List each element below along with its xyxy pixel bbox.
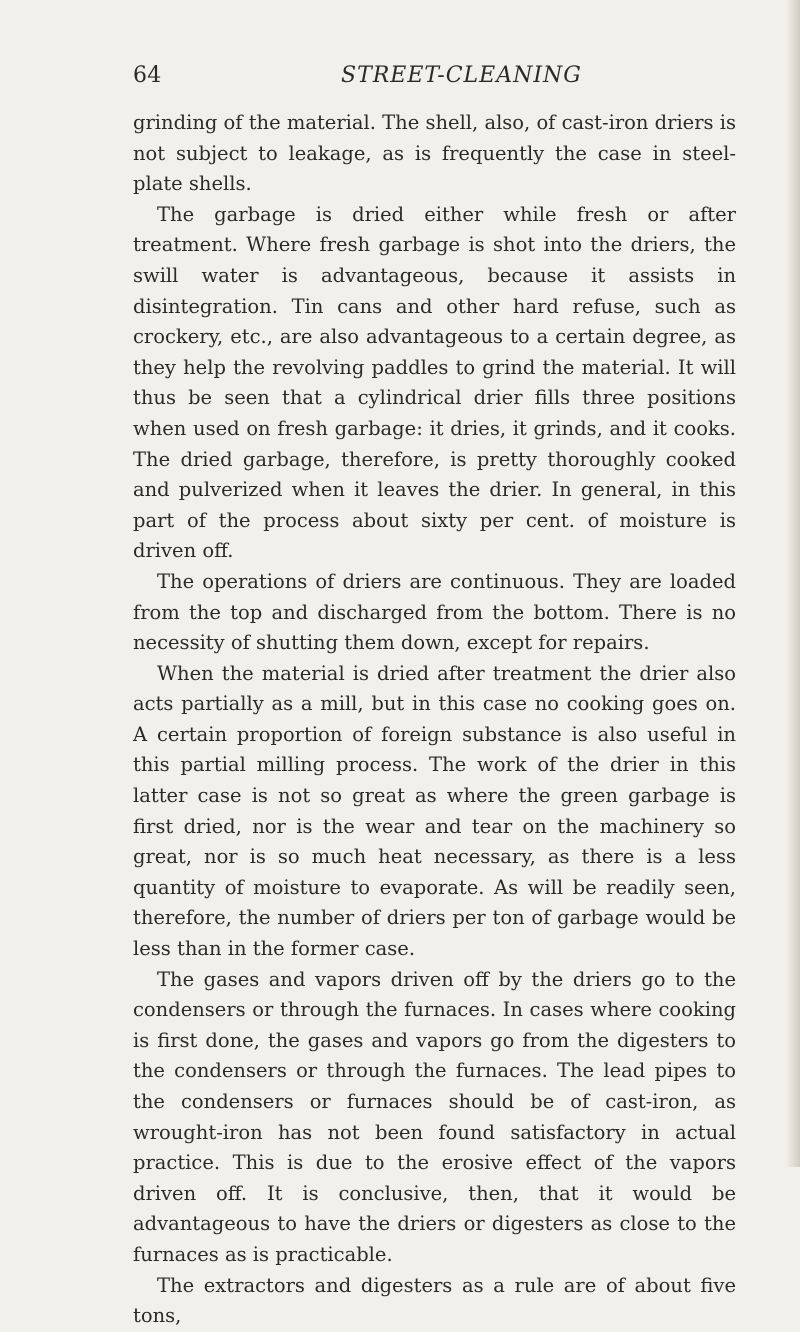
running-title: STREET-CLEANING bbox=[341, 63, 582, 88]
paragraph-5: The gases and vapors driven off by the driers go to the condensers or through the furnaces. In cases where cooking is first done, the gases and vapors go from the digesters to the condensers or through the furnaces. The lead pipes to the condensers or furnaces should be of cast-iron, as wrought-iron has not been found satisfactory in actual practice. This is due to the erosive effect of the vapors driven off. It is conclusive, then, that it would be advantageous to have the driers or digesters as close to the furnaces as is practicable. bbox=[133, 967, 736, 1266]
paragraph-2: The garbage is dried either while fresh or after treatment. Where fresh garbage is shot into the driers, the swill water is advantageous, because it assists in disintegration. Tin cans and other hard refuse, such as crockery, etc., are also advantageous to a certain degree, as they help the revolving paddles to grind the material. It will thus be seen that a cylindrical drier fills three positions when used on fresh garbage: it dries, it grinds, and it cooks. The dried garbage, therefore, is pretty thoroughly cooked and pulverized when it leaves the drier. In general, in this part of the process about sixty per cent. of moisture is driven off. bbox=[133, 202, 736, 563]
paragraph-1: grinding of the material. The shell, also, of cast-iron driers is not subject to leakage, as is frequently the case in steel-plate shells. bbox=[133, 111, 736, 196]
paragraph-3: The operations of driers are continuous. They are loaded from the top and discharged from the bottom. There is no necessity of shutting them down, except for repairs. bbox=[133, 569, 736, 655]
page-header bbox=[133, 60, 733, 92]
page-edge-shadow bbox=[786, 0, 800, 1167]
paragraph-4: When the material is dried after treatment the drier also acts partially as a mill, but in this case no cooking goes on. A certain proportion of foreign substance is also useful in this partial milling process. The work of the drier in this latter case is not so great as where the green garbage is first dried, nor is the wear and tear on the machinery so great, nor is so much heat necessary, as there is a less quantity of moisture to evaporate. As will be readily seen, therefore, the number of driers per ton of garbage would be less than in the former case. bbox=[133, 661, 736, 961]
paragraph-6: The extractors and digesters as a rule are of about five tons, bbox=[133, 1273, 736, 1328]
body-text bbox=[133, 108, 736, 1332]
page-number: 64 bbox=[133, 63, 162, 88]
